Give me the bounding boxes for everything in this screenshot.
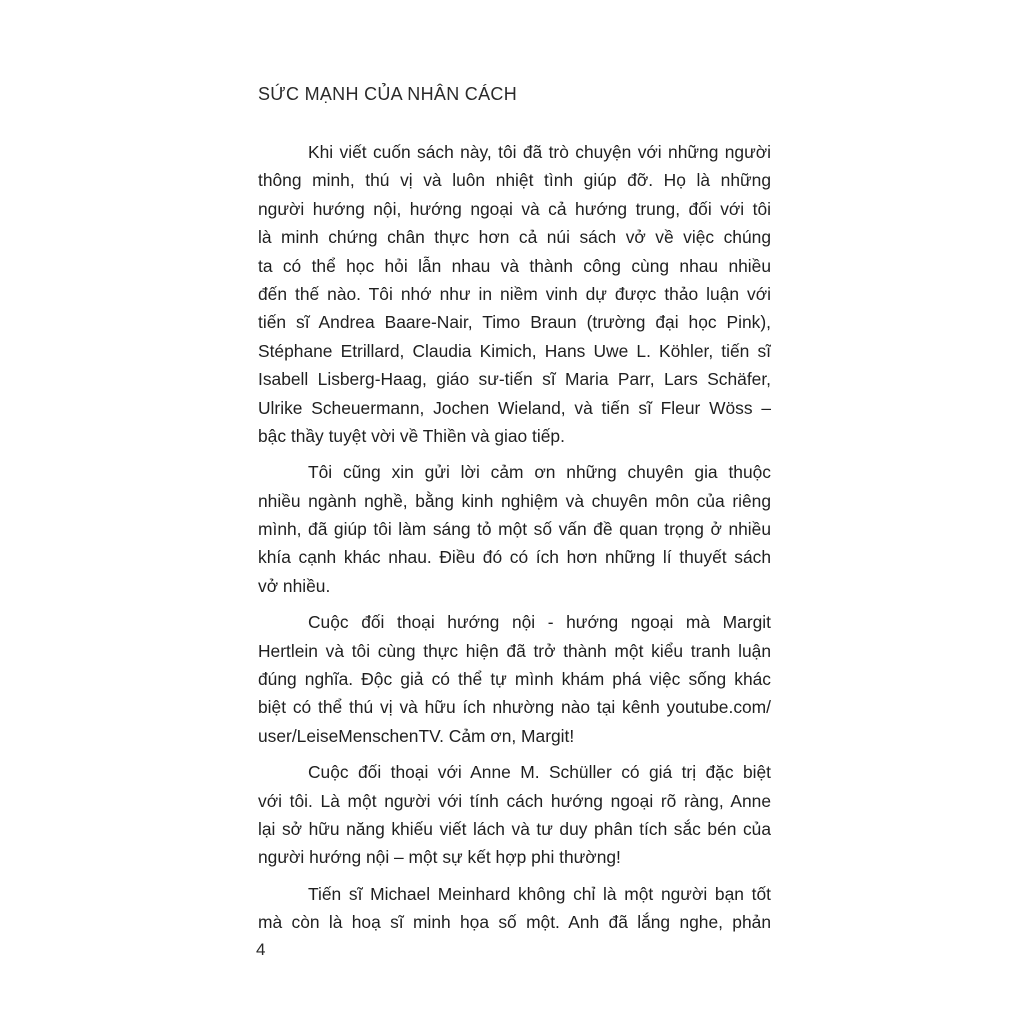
text-line: Stéphane Etrillard, Claudia Kimich, Hans Uwe L. Köhler, tiến sĩ [258,340,771,361]
text-line: đúng nghĩa. Độc giả có thể tự mình khám phá việc sống khác [258,669,771,690]
text-line: đến thế nào. Tôi nhớ như in niềm vinh dự được thảo luận với [258,283,771,304]
paragraph-2 [258,458,771,600]
paragraph-3 [258,608,771,750]
text-line: tiến sĩ Andrea Baare-Nair, Timo Braun (trường đại học Pink), [258,312,771,333]
text-line: Ulrike Scheuermann, Jochen Wieland, và tiến sĩ Fleur Wöss – [258,397,771,418]
text-line: Khi viết cuốn sách này, tôi đã trò chuyện với những người [308,142,771,162]
text-line: mà còn là hoạ sĩ minh họa số một. Anh đã lắng nghe, phản [258,912,771,933]
body-text [258,138,771,945]
text-line: người hướng nội – một sự kết hợp phi thường! [258,847,621,868]
paragraph-5 [258,880,771,937]
text-line: với tôi. Là một người với tính cách hướng ngoại rõ ràng, Anne [258,790,771,811]
text-line: ta có thể học hỏi lẫn nhau và thành công cùng nhau nhiều [258,255,771,276]
text-line: khía cạnh khác nhau. Điều đó có ích hơn những lí thuyết sách [258,547,771,568]
text-line: nhiều ngành nghề, bằng kinh nghiệm và chuyên môn của riêng [258,490,771,511]
text-line: người hướng nội, hướng ngoại và cả hướng trung, đối với tôi [258,198,771,219]
paragraph-4 [258,758,771,872]
page-number: 4 [256,940,266,959]
text-line: lại sở hữu năng khiếu viết lách và tư duy phân tích sắc bén của [258,818,771,839]
running-head-title: SỨC MẠNH CỦA NHÂN CÁCH [258,84,517,104]
text-line: thông minh, thú vị và luôn nhiệt tình giúp đỡ. Họ là những [258,170,771,191]
text-line: Tôi cũng xin gửi lời cảm ơn những chuyên gia thuộc [308,462,771,483]
text-line: là minh chứng chân thực hơn cả núi sách vở về việc chúng [258,227,771,248]
text-line: Isabell Lisberg-Haag, giáo sư-tiến sĩ Maria Parr, Lars Schäfer, [258,369,771,390]
text-line: Cuộc đối thoại hướng nội - hướng ngoại mà Margit [308,612,771,633]
text-line: Cuộc đối thoại với Anne M. Schüller có giá trị đặc biệt [308,762,771,783]
text-line: user/LeiseMenschenTV. Cảm ơn, Margit! [258,725,575,746]
text-line: biệt có thể thú vị và hữu ích nhường nào tại kênh youtube.com/ [258,697,771,718]
text-line: mình, đã giúp tôi làm sáng tỏ một số vấn đề quan trọng ở nhiều [258,519,771,540]
paragraph-1 [258,138,771,450]
text-line: vở nhiều. [258,575,331,596]
text-line: Tiến sĩ Michael Meinhard không chỉ là một người bạn tốt [308,883,771,904]
text-line: Hertlein và tôi cùng thực hiện đã trở thành một kiểu tranh luận [258,640,771,661]
text-line: bậc thầy tuyệt vời về Thiền và giao tiếp. [258,425,565,446]
